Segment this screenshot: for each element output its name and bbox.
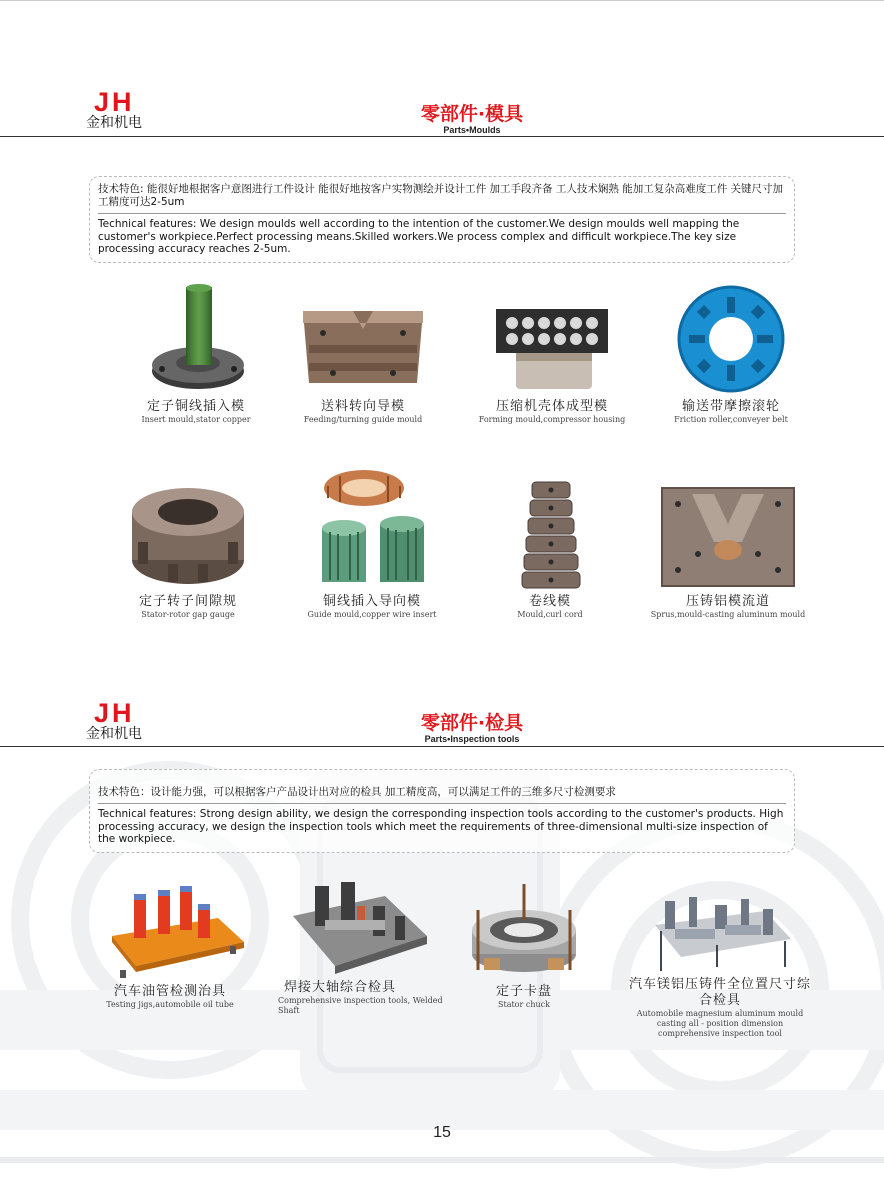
section-title-cn: 零部件·检具	[420, 712, 524, 734]
product-name-cn: 汽车油管检测治具	[113, 984, 226, 999]
product-name-en: Guide mould,copper wire insert	[307, 610, 437, 619]
product-friction-roller	[641, 283, 821, 425]
product-insert-mould	[106, 283, 286, 425]
product-image	[482, 283, 622, 395]
product-image	[90, 880, 250, 980]
product-name-cn: 定子铜线插入模	[146, 399, 245, 414]
product-sprus-mould	[638, 484, 818, 620]
product-name-en: Testing jigs,automobile oil tube	[106, 1000, 234, 1009]
product-name-cn: 压缩机壳体成型模	[495, 399, 608, 414]
product-oil-tube-jig	[80, 880, 260, 1010]
product-gap-gauge	[98, 482, 278, 620]
product-feeding-guide-mould	[273, 283, 453, 425]
product-name-cn: 送料转向导模	[320, 399, 405, 414]
product-name-en: Sprus,mould-casting aluminum mould	[650, 610, 806, 619]
features-box-moulds	[89, 176, 795, 263]
section-title-en: Parts•Moulds	[443, 125, 501, 135]
product-name-en: Comprehensive inspection tools, Welded Shaft	[278, 996, 443, 1015]
product-image	[661, 283, 801, 395]
product-welded-shaft-tool	[270, 876, 450, 1016]
product-name-en: Insert mould,stator copper	[141, 415, 251, 424]
product-name-en: Forming mould,compressor housing	[478, 415, 626, 424]
features-box-inspection	[89, 769, 795, 853]
product-name-cn: 输送带摩擦滚轮	[681, 399, 780, 414]
product-name-cn: 卷线模	[528, 594, 571, 609]
header-rule	[0, 136, 884, 137]
product-name-cn: 定子卡盘	[495, 984, 552, 999]
product-name-en: Mould,curl cord	[517, 610, 583, 619]
page-border	[0, 0, 884, 1]
features-cn: 技术特色：设计能力强，可以根据客户产品设计出对应的检具 加工精度高，可以满足工件的三维多尺寸检测要求	[98, 786, 616, 798]
product-name-en: Feeding/turning guide mould	[303, 415, 423, 424]
features-cn: 技术特色: 能很好地根据客户意图进行工件设计 能很好地按客户实物测绘并设计工件 加工手段齐备 工人技术娴熟 能加工复杂高难度工件 关键尺寸加工精度可达2-5um	[98, 183, 784, 208]
section-title-inspection	[0, 712, 884, 744]
product-image	[302, 466, 442, 590]
product-name-cn: 焊接大轴综合检具	[284, 980, 397, 995]
product-name-cn: 压铸铝模流道	[685, 594, 770, 609]
features-divider	[98, 213, 786, 214]
product-name-cn: 铜线插入导向模	[322, 594, 421, 609]
product-name-en: Stator-rotor gap gauge	[141, 610, 235, 619]
product-name-en: Friction roller,conveyer belt	[674, 415, 788, 424]
product-guide-mould	[282, 466, 462, 620]
product-image	[118, 482, 258, 590]
product-magnesium-tool	[628, 895, 812, 1039]
logo-name: 金和机电	[86, 726, 142, 742]
section-title-moulds	[0, 103, 884, 135]
features-en: Technical features: We design moulds well according to the intention of the customer.We design moulds well mapping the customer's workpiece.Perfect processing means.Skilled workers.We process complex and difficult workpiece.The key size processing accuracy reaches 2-5um.	[98, 218, 740, 255]
logo-name: 金和机电	[86, 115, 142, 131]
product-image	[480, 478, 620, 590]
product-image	[126, 283, 266, 395]
header-rule	[0, 746, 884, 747]
product-name-en: Automobile magnesium aluminum mould casting all - position dimension comprehensive inspection tool	[636, 1009, 804, 1038]
product-image	[645, 895, 795, 975]
product-forming-mould	[462, 283, 642, 425]
features-en: Technical features: Strong design ability, we design the corresponding inspection tools according to the customer's products. High processing accuracy, we design the inspection tools which meet the requirements of three-dimensional multi-size inspection of the workpiece.	[98, 808, 784, 845]
product-image	[285, 876, 435, 976]
product-curl-cord-mould	[460, 478, 640, 620]
product-image	[658, 484, 798, 590]
logo-mark: JH	[94, 87, 135, 117]
product-image	[464, 880, 584, 980]
features-divider	[98, 803, 786, 804]
product-name-cn: 汽车镁铝压铸件全位置尺寸综合检具	[628, 977, 811, 1008]
product-image	[293, 283, 433, 395]
logo-mark: JH	[94, 698, 135, 728]
section-title-cn: 零部件·模具	[420, 103, 524, 125]
section-title-en: Parts•Inspection tools	[424, 734, 520, 744]
product-name-en: Stator chuck	[498, 1000, 550, 1009]
page-number: 15	[433, 1124, 451, 1141]
product-stator-chuck	[434, 880, 614, 1010]
product-name-cn: 定子转子间隙规	[138, 594, 237, 609]
